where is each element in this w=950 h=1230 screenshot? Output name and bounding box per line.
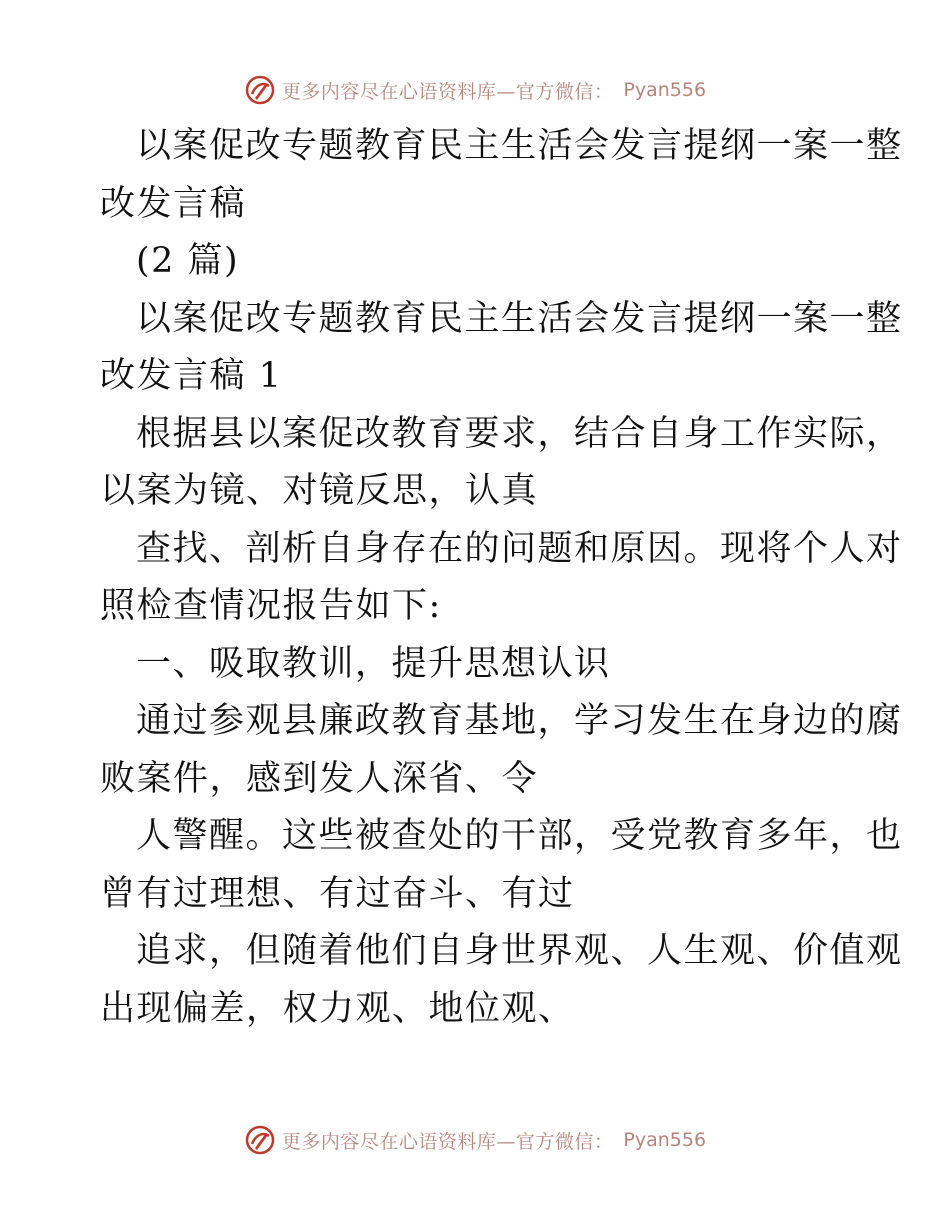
watermark-handle: Pyan556 [623,79,707,101]
doc-line: 改发言稿 1 [100,356,283,396]
doc-line: 一、吸取教训，提升思想认识 [136,643,611,684]
doc-line: 曾有过理想、有过奋斗、有过 [100,873,575,914]
watermark-text: 更多内容尽在心语资料库—官方微信： [281,1130,614,1153]
red-swirl-pen-logo-icon [244,74,276,106]
doc-line: 出现偏差，权力观、地位观、 [100,988,575,1029]
doc-line: 通过参观县廉政教育基地，学习发生在身边的腐 [136,701,903,741]
red-swirl-pen-logo-icon [244,1124,276,1156]
doc-line: 以案促改专题教育民主生活会发言提纲一案一整 [136,298,903,339]
watermark-text: 更多内容尽在心语资料库—官方微信： [281,80,614,103]
doc-line: 根据县以案促改教育要求，结合自身工作实际， [136,413,903,454]
doc-line: 以案促改专题教育民主生活会发言提纲一案一整 [136,126,903,166]
doc-line: 以案为镜、对镜反思，认真 [100,471,539,511]
doc-line: 人警醒。这些被查处的干部，受党教育多年，也 [136,816,903,856]
doc-line: (2 篇) [136,241,240,281]
watermark-handle: Pyan556 [623,1129,707,1151]
doc-line: 改发言稿 [100,183,247,224]
footer-watermark [0,1120,950,1160]
header-watermark [0,70,950,110]
doc-line: 追求，但随着他们自身世界观、人生观、价值观 [136,931,903,971]
doc-line: 查找、剖析自身存在的问题和原因。现将个人对 [136,528,903,569]
doc-line: 败案件，感到发人深省、令 [100,758,539,799]
document-body [100,118,903,1038]
doc-line: 照检查情况报告如下: [100,586,442,626]
